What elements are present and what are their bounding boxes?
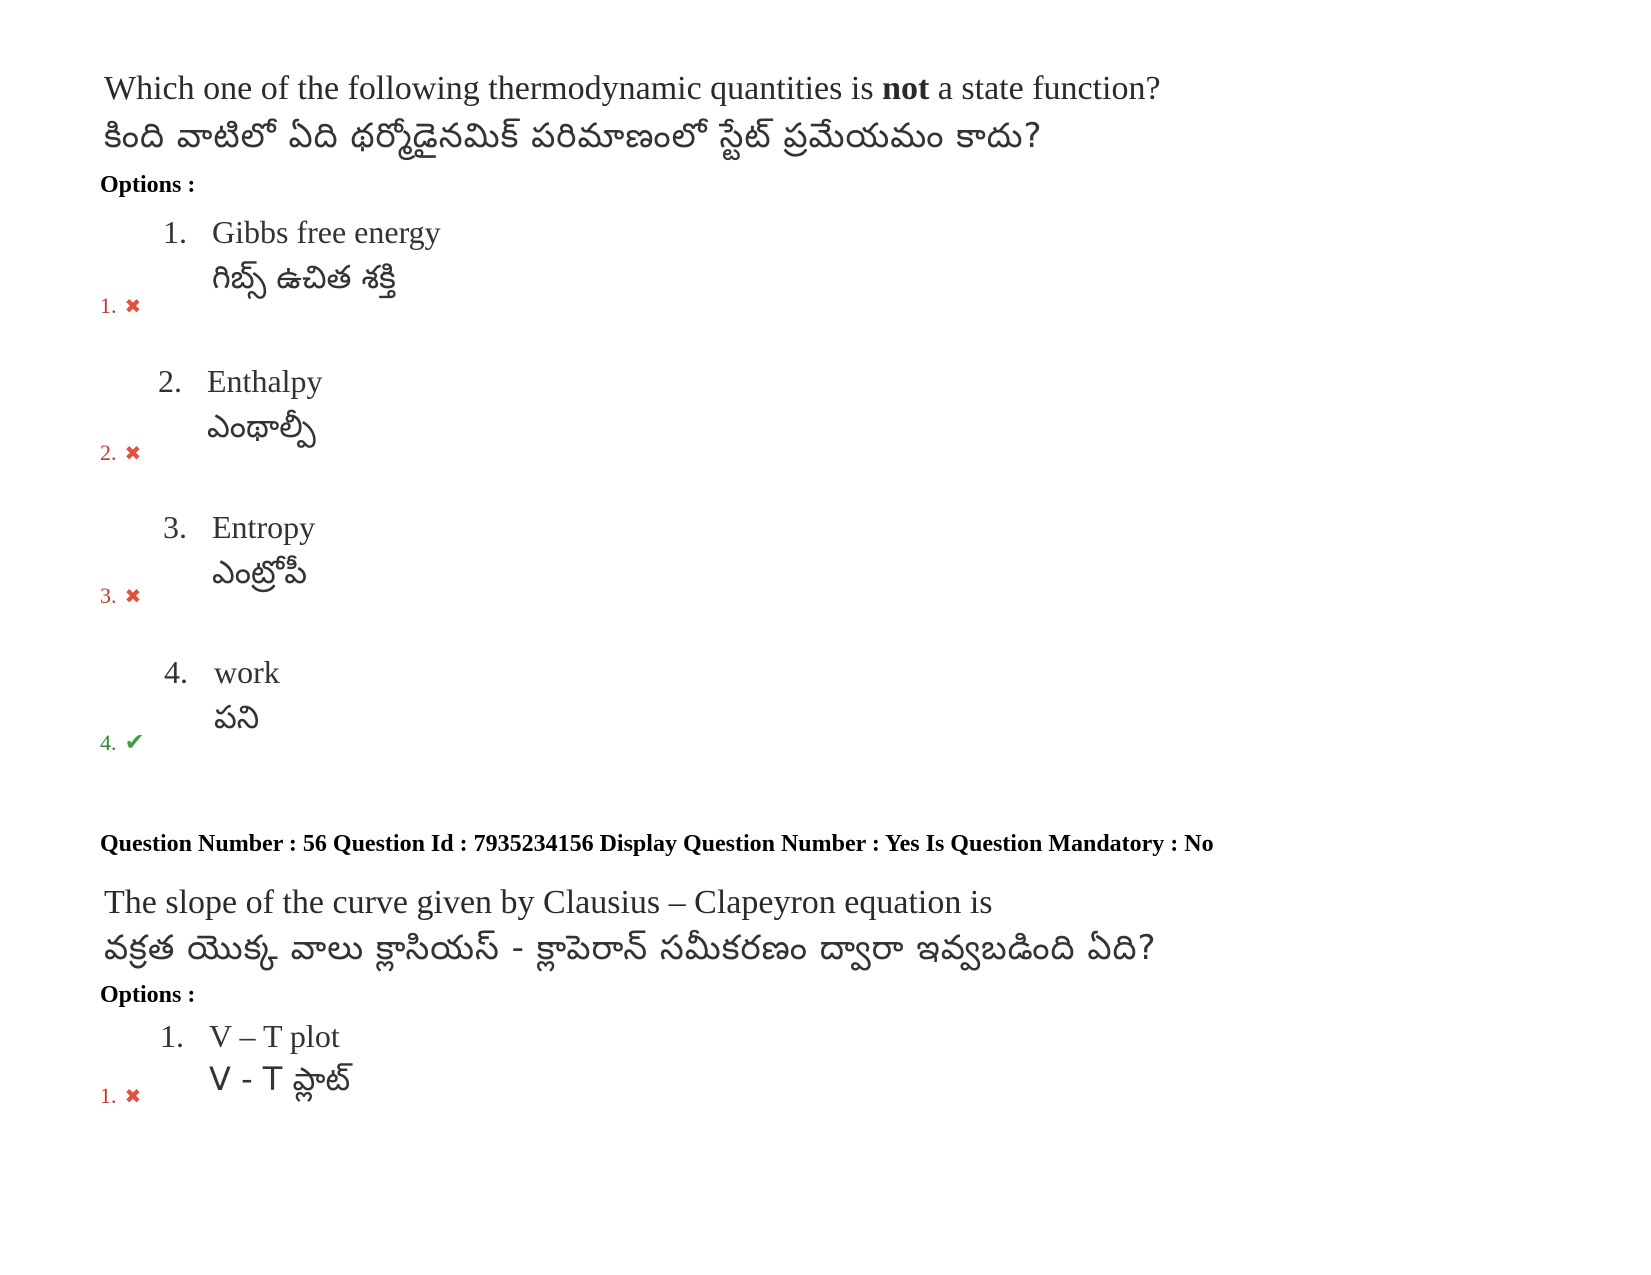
wrong-icon: ✖ — [124, 584, 142, 608]
question-text-emphasis: not — [882, 70, 930, 107]
correct-check-icon: ✔ — [124, 728, 145, 756]
option-marker — [100, 293, 141, 319]
option-marker — [100, 728, 145, 756]
option-number: 1. — [160, 1018, 184, 1054]
question-text-part: a state function? — [929, 70, 1161, 107]
option-text-english: Enthalpy — [207, 363, 323, 399]
option-text-english: Entropy — [212, 509, 316, 545]
option-number: 3. — [163, 509, 187, 545]
question-text-english: The slope of the curve given by Clausius – Clapeyron equation is — [104, 884, 993, 921]
option-number: 2. — [158, 363, 182, 399]
option-number: 4. — [164, 654, 188, 690]
option-text-telugu: గిబ్స్ ఉచిత శక్తి — [212, 258, 396, 296]
option-marker — [100, 440, 141, 466]
options-label: Options : — [100, 982, 196, 1008]
options-label: Options : — [100, 172, 196, 198]
option-marker — [100, 1083, 141, 1109]
option-marker-number: 3. — [100, 583, 117, 608]
option-text-telugu: ఎంట్రోపీ — [212, 553, 307, 591]
option-text-english: V – T plot — [209, 1018, 340, 1054]
option-marker-number: 2. — [100, 440, 117, 465]
wrong-icon: ✖ — [124, 294, 142, 318]
option-text-english: work — [214, 654, 280, 690]
question-text-part: Which one of the following thermodynamic quantities is — [104, 70, 883, 107]
option-text-telugu: ఎంథాల్పీ — [207, 407, 316, 445]
wrong-icon: ✖ — [124, 1084, 142, 1108]
question-text-english — [104, 70, 1161, 108]
option-text-telugu: పని — [214, 698, 260, 736]
option-marker-number: 1. — [100, 1083, 117, 1108]
wrong-icon: ✖ — [124, 441, 142, 465]
option-text-telugu: V - T ప్లాట్ — [209, 1060, 351, 1098]
option-marker — [100, 583, 141, 609]
option-marker-number: 1. — [100, 293, 117, 318]
option-marker-number: 4. — [100, 730, 117, 755]
question-text-telugu: కింది వాటిలో ఏది థర్మోడైనమిక్ పరిమాణంలో స్టేట్ ప్రమేయమం కాదు? — [104, 116, 1043, 156]
option-text-english: Gibbs free energy — [212, 214, 441, 250]
option-number: 1. — [163, 214, 187, 250]
question-meta: Question Number : 56 Question Id : 7935234156 Display Question Number : Yes Is Question Mandatory : No — [100, 831, 1214, 857]
question-text-telugu: వక్రత యొక్క వాలు క్లాసియస్ - క్లాపెరాన్ సమీకరణం ద్వారా ఇవ్వబడింది ఏది? — [104, 928, 1157, 968]
